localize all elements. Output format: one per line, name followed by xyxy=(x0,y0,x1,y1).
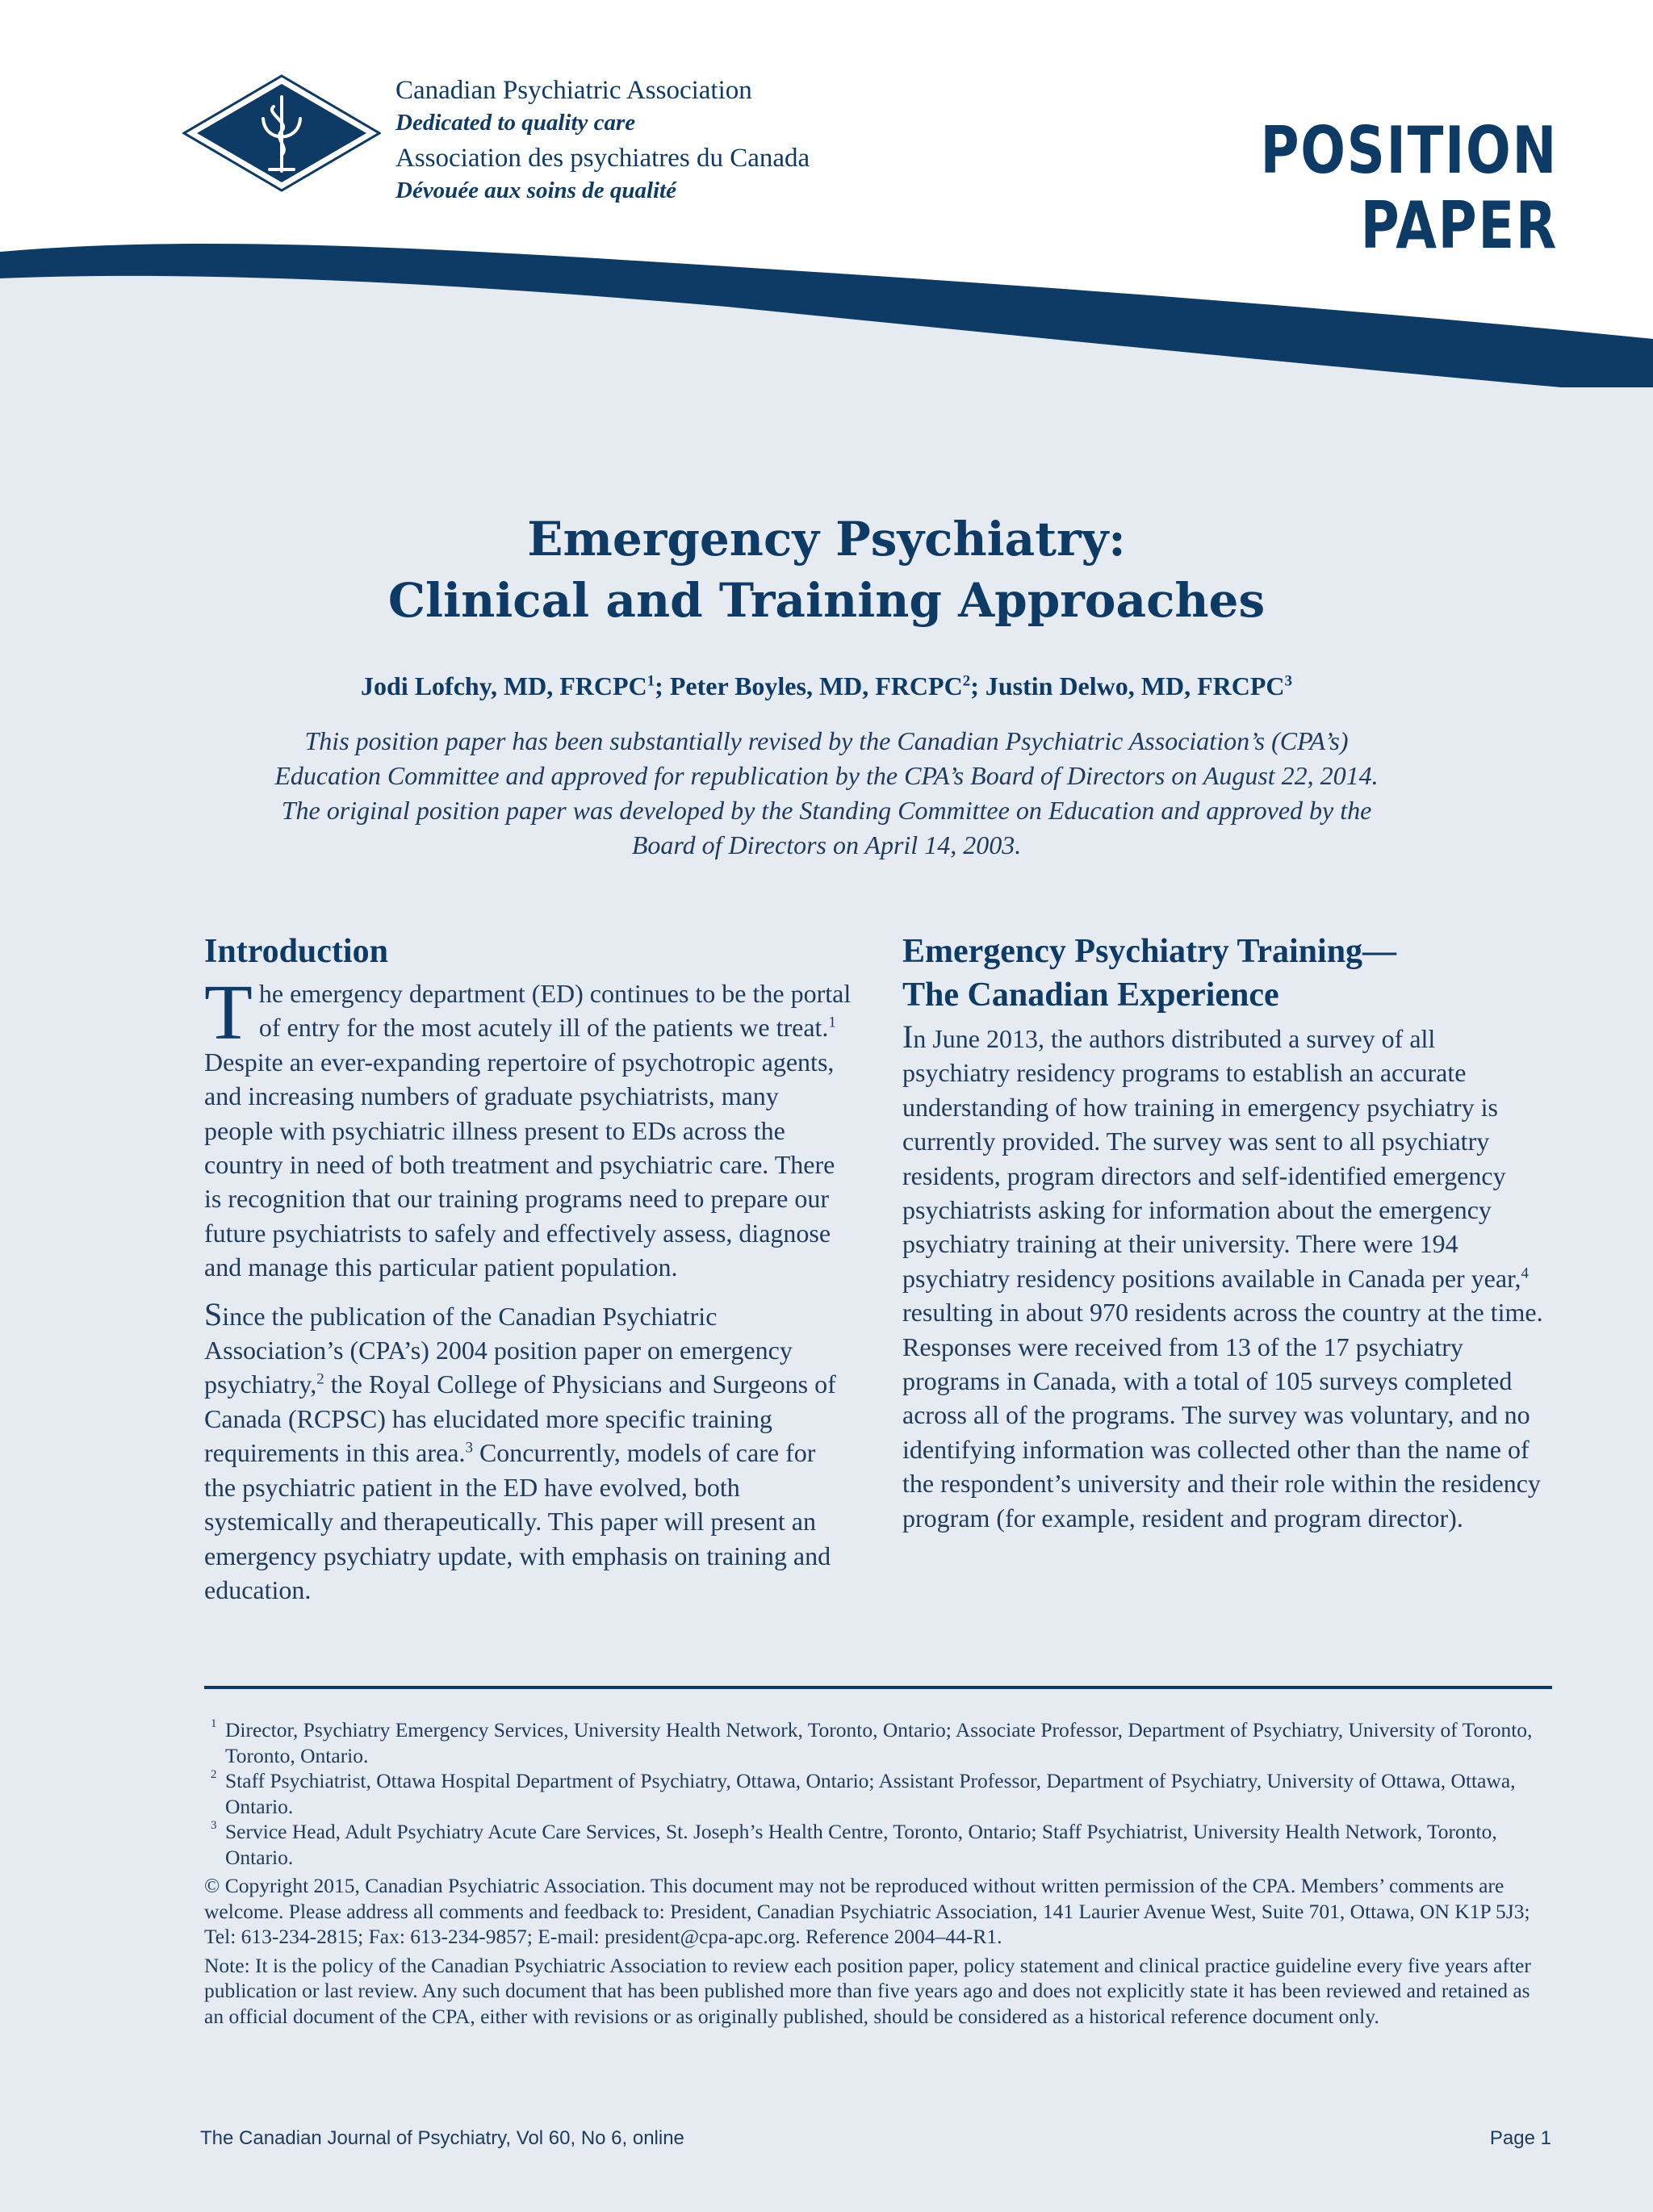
author-affiliation-number: 1 xyxy=(647,672,655,690)
tagline-french: Dévouée aux soins de qualité xyxy=(395,178,676,203)
paragraph-text: Despite an ever-expanding repertoire of psychotropic agents, and increasing numbers of graduate psychiatrists, many people with psychiatric illness present to EDs across the country in need of both treatment and psychiatric care. There is recognition that our training programs need to prepare our future psychiatrists to safely and effectively assess, diagnose and manage this particular patient population. xyxy=(204,1047,835,1282)
tagline-english: Dedicated to quality care xyxy=(395,110,636,136)
heading-line: The Canadian Experience xyxy=(902,976,1279,1014)
document-type-label: POSITION PAPER xyxy=(1260,113,1558,263)
introduction-paragraph-1 xyxy=(204,969,852,1285)
paragraph-text: resulting in about 970 residents across the country at the time. Responses were received from 13 of the 17 psychiatry programs in Canada, with a total of 105 surveys completed across all of the programs. The survey was voluntary, and no identifying information was collected other than the name of the respondent’s university and their role within the residency program (for example, resident and program director). xyxy=(902,1298,1543,1533)
footnote-divider xyxy=(204,1686,1552,1689)
author-name: Justin Delwo, MD, FRCPC xyxy=(985,671,1285,700)
organization-names xyxy=(395,73,810,205)
author-name: Jodi Lofchy, MD, FRCPC xyxy=(361,671,647,700)
copyright-notice: © Copyright 2015, Canadian Psychiatric Association. This document may not be reproduced without written permission of the CPA. Members’ comments are welcome. Please address all comments and feedback to: President, Canadian Psychiatric Association, 141 Laurier Avenue West, Suite 701, Ottawa, ON K1P 5J3; Tel: 613-234-2815; Fax: 613-234-9857; E-mail: president@cpa-apc.org. Reference 2004–44-R1. xyxy=(204,1874,1530,1948)
introduction-heading: Introduction xyxy=(204,933,388,970)
initial-cap-letter: I xyxy=(902,1018,914,1055)
citation-number: 2 xyxy=(316,1370,324,1388)
affiliation-note: 1 Director, Psychiatry Emergency Services, University Health Network, Toronto, Ontario; Associate Professor, Department of Psychiatry, University of Toronto, Toronto, Ontario. xyxy=(211,1717,1533,1767)
title-line-1: Emergency Psychiatry: xyxy=(527,512,1126,567)
training-heading xyxy=(902,930,1548,1017)
paragraph-text: Concurrently, models of care for the psychiatric patient in the ED have evolved, both systemically and therapeutically. This paper will present an emergency psychiatry update, with emphasis on training and education. xyxy=(204,1438,831,1604)
citation-number: 1 xyxy=(828,1014,836,1031)
cpa-logo-icon xyxy=(182,74,381,192)
author-affiliation-number: 2 xyxy=(962,672,971,690)
paragraph-text: n June 2013, the authors distributed a survey of all psychiatry residency programs to establish an accurate understanding of how training in emergency psychiatry is currently provided. The survey was sent to all psychiatry residents, program directors and self-identified emergency psychiatrists asking for information about the emergency psychiatry training at their university. There were 194 psychiatry residency positions available in Canada per year, xyxy=(902,1024,1521,1293)
training-section xyxy=(902,930,1548,1548)
title-line-2: Clinical and Training Approaches xyxy=(387,573,1266,628)
citation-number: 3 xyxy=(465,1439,473,1457)
org-name-english: Canadian Psychiatric Association xyxy=(395,76,752,105)
revision-note xyxy=(242,724,1411,863)
author-separator: ; xyxy=(970,671,986,700)
policy-note: Note: It is the policy of the Canadian Psychiatric Association to review each position paper, policy statement and clinical practice guideline every five years after publication or last review. Any such document that has been published more than five years ago and does not explicitly state it has been reviewed and retained as an official document of the CPA, either with revisions or as originally published, should be considered as a historical reference document only. xyxy=(204,1953,1531,2028)
affiliation-text: Service Head, Adult Psychiatry Acute Care Services, St. Joseph’s Health Centre, Toronto, Ontario; Staff Psychiatrist, University Health Network, Toronto, Ontario. xyxy=(225,1820,1497,1869)
affiliation-note: 2 Staff Psychiatrist, Ottawa Hospital Department of Psychiatry, Ottawa, Ontario; Assistant Professor, Department of Psychiatry, University of Ottawa, Ottawa, Ontario. xyxy=(211,1768,1516,1818)
initial-cap-letter: S xyxy=(204,1295,223,1332)
affiliation-text: Staff Psychiatrist, Ottawa Hospital Department of Psychiatry, Ottawa, Ontario; Assistant Professor, Department of Psychiatry, University of Ottawa, Ottawa, Ontario. xyxy=(225,1769,1516,1818)
paragraph-text: ince the publication of the Canadian Psychiatric Association’s (CPA’s) 2004 position paper on emergency psychiatry, xyxy=(204,1301,793,1399)
revision-note-line: This position paper has been substantially revised by the Canadian Psychiatric Association’s (CPA’s) xyxy=(304,726,1349,755)
affiliation-note: 3 Service Head, Adult Psychiatry Acute Care Services, St. Joseph’s Health Centre, Toronto, Ontario; Staff Psychiatrist, University Health Network, Toronto, Ontario. xyxy=(211,1819,1497,1869)
training-paragraph-1 xyxy=(902,1020,1548,1535)
author-list xyxy=(0,671,1653,701)
author-affiliation-number: 3 xyxy=(1284,672,1292,690)
paper-title xyxy=(0,508,1653,631)
author-name: Peter Boyles, MD, FRCPC xyxy=(669,671,963,700)
org-name-french: Association des psychiatres du Canada xyxy=(395,144,810,173)
journal-citation: The Canadian Journal of Psychiatry, Vol 60, No 6, online xyxy=(200,2127,684,2149)
citation-number: 4 xyxy=(1521,1265,1529,1282)
introduction-section xyxy=(204,930,852,1620)
revision-note-line: The original position paper was developed by the Standing Committee on Education and approved by the xyxy=(281,796,1372,825)
drop-cap-letter: T xyxy=(204,969,253,1056)
heading-line: Emergency Psychiatry Training— xyxy=(902,933,1397,970)
revision-note-line: Board of Directors on April 14, 2003. xyxy=(631,830,1022,859)
affiliation-text: Director, Psychiatry Emergency Services, University Health Network, Toronto, Ontario; Associate Professor, Department of Psychiatry, University of Toronto, Toronto, Ontario. xyxy=(225,1718,1533,1767)
author-separator: ; xyxy=(655,671,670,700)
paragraph-text: he emergency department (ED) continues to be the portal of entry for the most acutely ill of the patients we treat. xyxy=(258,979,852,1043)
revision-note-line: Education Committee and approved for republication by the CPA’s Board of Directors on August 22, 2014. xyxy=(274,761,1379,790)
paragraph-text: the Royal College of Physicians and Surgeons of Canada (RCPSC) has elucidated more specific training requirements in this area. xyxy=(204,1369,836,1468)
introduction-paragraph-2 xyxy=(204,1295,852,1608)
footnotes xyxy=(204,1717,1552,2029)
page-number: Page 1 xyxy=(1489,2127,1551,2149)
